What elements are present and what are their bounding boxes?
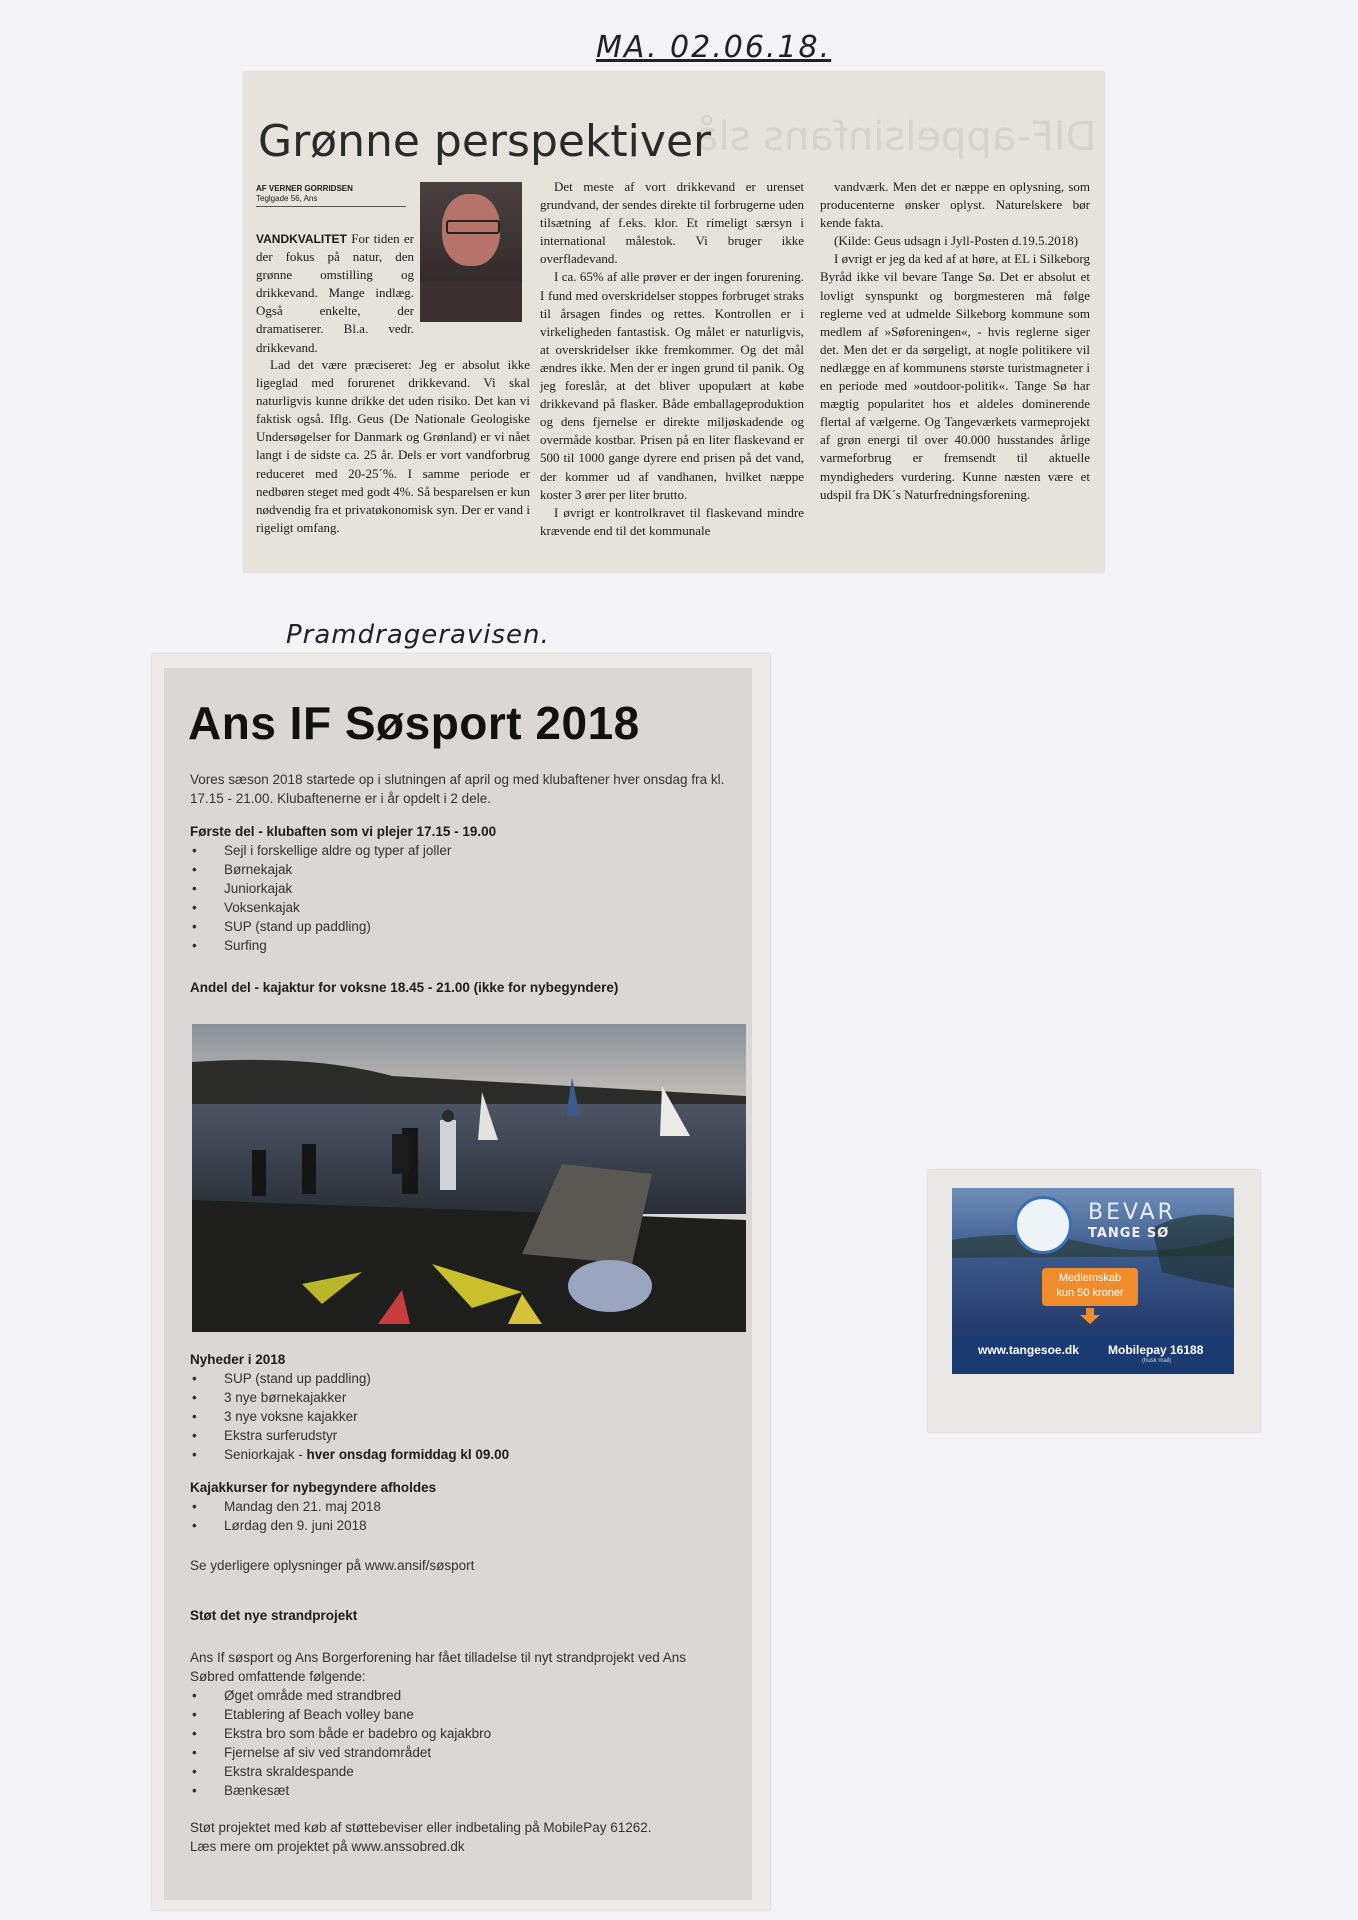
down-arrow-icon xyxy=(1080,1308,1100,1324)
list-item: • Ekstra skraldespande xyxy=(190,1762,750,1781)
byline-rule xyxy=(256,206,406,207)
sticker-subtitle: TANGE SØ xyxy=(1088,1226,1170,1241)
list-item: • SUP (stand up paddling) xyxy=(190,917,750,936)
info-text: Se yderligere oplysninger på www.ansif/søsport xyxy=(190,1558,475,1573)
letter-column-2 xyxy=(540,178,804,540)
sticker-url: www.tangesoe.dk xyxy=(978,1343,1079,1357)
list-item: • Øget område med strandbred xyxy=(190,1686,750,1705)
letter-lead-word: VANDKVALITET xyxy=(256,232,347,246)
part1-heading: Første del - klubaften som vi plejer 17.15 - 19.00 xyxy=(190,824,497,839)
membership-badge xyxy=(1042,1268,1138,1306)
list-item xyxy=(190,1445,750,1464)
support-intro: Ans If søsport og Ans Borgerforening har fået tilladelse til nyt strandprojekt ved Ans Søbred omfattende følgende: xyxy=(190,1650,687,1684)
list-item: • Bænkesæt xyxy=(190,1781,750,1800)
list-item: • Fjernelse af siv ved strandområdet xyxy=(190,1743,750,1762)
club-title: Ans IF Søsport 2018 xyxy=(188,697,640,749)
support-list xyxy=(190,1686,750,1800)
news-item-text: Seniorkajak - xyxy=(224,1447,307,1462)
courses-section xyxy=(190,1480,750,1535)
letter-paragraph: Det meste af vort drikkevand er urenset grundvand, der sendes direkte til forbrugerne uden tilsætning af f.eks. klor. Et rimeligt særsyn i international målestok. Vi bruger ikke overfladevand. xyxy=(540,179,804,267)
list-item: • Børnekajak xyxy=(190,860,750,879)
badge-line-2: kun 50 kroner xyxy=(1056,1287,1124,1299)
badge-line-1: Medlemskab xyxy=(1058,1272,1122,1284)
list-item: • 3 nye voksne kajakker xyxy=(190,1407,750,1426)
club-clipping xyxy=(152,654,770,1910)
list-item: • Surfing xyxy=(190,936,750,955)
sticker-title: BEVAR xyxy=(1088,1200,1176,1225)
lake-photo xyxy=(192,1024,746,1332)
author-portrait xyxy=(420,182,522,322)
courses-heading: Kajakkurser for nybegyndere afholdes xyxy=(190,1480,437,1495)
letter-column-1 xyxy=(256,356,530,537)
letter-column-3 xyxy=(820,178,1090,504)
sticker-card xyxy=(952,1188,1234,1374)
support-section xyxy=(190,1608,750,1625)
letter-paragraph: vandværk. Men det er næppe en oplysning, som producenterne ønsker oplyst. Naturelskere bør kende fakta. xyxy=(820,179,1090,231)
list-item: • Etablering af Beach volley bane xyxy=(190,1705,750,1724)
list-item: • Sejl i forskellige aldre og typer af joller xyxy=(190,841,750,860)
bleed-through-headline: DIF-appelsinfans slå xyxy=(694,114,1097,160)
list-item: • Lørdag den 9. juni 2018 xyxy=(190,1516,750,1535)
list-item: • Voksenkajak xyxy=(190,898,750,917)
list-item: • Juniorkajak xyxy=(190,879,750,898)
source-annotation: Pramdrageravisen. xyxy=(286,620,550,650)
letter-address: Teglgade 56, Ans xyxy=(256,194,318,203)
list-item: • Ekstra surferudstyr xyxy=(190,1426,750,1445)
list-item: • SUP (stand up paddling) xyxy=(190,1369,750,1388)
letter-paragraph: I ca. 65% af alle prøver er der ingen forurening. I fund med overskridelser stoppes forbruget straks til årsagen findes og rettes. Kontrollen er i virkeligheden fantastisk. Og målet er naturligvis, at overskridelser ikke fremkommer. Og det mål ændres ikke. Men der er ingen grund til panik. Og jeg foreslår, at det bliver upopulært at købe drikkevand på flasker. Både emballageproduktion og dens fjernelse er direkte miljøskadende og overmåde kostbar. Prisen på en liter flaskevand er 500 til 1000 gange dyrere end prisen på det vand, der kommer ud af vandhanen, hvilket næppe koster 3 ører per liter brutto. xyxy=(540,269,804,502)
news-item-emphasis: hver onsdag formiddag kl 09.00 xyxy=(306,1447,510,1462)
news-section xyxy=(190,1352,750,1464)
membership-sticker xyxy=(928,1170,1260,1432)
support-heading: Støt det nye strandprojekt xyxy=(190,1608,358,1623)
letter-paragraph: I øvrigt er jeg da ked af at høre, at EL i Silkeborg Byråd ikke vil bevare Tange Sø. Det er absolut et lovligt synspunkt og borgmesteren må følge reglerne ved at udmelde Silkeborg kommune som medlem af »Søforeningen«, - hvis reglerne siger det. Men det er da sørgeligt, at nogle politikere vil nedlægge en af kommunens største turistmagneter i en periode med »outdoor-politik«. Tange Sø har mægtig popularitet hos et aldeles dominerende flertal af vælgerne. Og Tangeværkets varmeprojekt af grøn energi til over 40.000 husstandes årlige varmeforbrug er fremsendt til aktuelle myndigheders vurdering. Kunne næsten være et udspil fra DK´s Naturfredningsforening. xyxy=(820,251,1090,502)
letter-paragraph: I øvrigt er kontrolkravet til flaskevand mindre krævende end til det kommunale xyxy=(540,504,804,538)
closing-line-2: Læs mere om projektet på www.anssobred.dk xyxy=(190,1839,465,1854)
letter-column-1-intro xyxy=(256,230,414,357)
letter-headline: Grønne perspektiver xyxy=(258,116,712,167)
part1-section xyxy=(190,824,750,955)
list-item: • Ekstra bro som både er badebro og kajakbro xyxy=(190,1724,750,1743)
letter-byline: AF VERNER GORRIDSEN xyxy=(256,184,353,193)
list-item: • 3 nye børnekajakker xyxy=(190,1388,750,1407)
club-intro: Vores sæson 2018 startede op i slutningen af april og med klubaftener hver onsdag fra kl. 17.15 - 21.00. Klubaftenerne er i år opdelt i 2 dele. xyxy=(190,772,725,806)
part2-section xyxy=(190,980,750,997)
list-item: • Mandag den 21. maj 2018 xyxy=(190,1497,750,1516)
letter-source: (Kilde: Geus udsagn i Jyll-Posten d.19.5.2018) xyxy=(834,233,1079,249)
letter-paragraph: Lad det være præciseret: Jeg er absolut ikke ligeglad med forurenet drikkevand. Vi skal naturligvis kunne drikke det uden risiko. Det kan vi faktisk også. Iflg. Geus (De Nationale Geologiske Undersøgelser for Danmark og Grønland) er vi nået langt i de sidste ca. 25 år. Dels er vort vandforbrug reduceret med 20-25´%. I samme periode er nedbøren steget med godt 4%. Så besparelsen er kun nødvendig fra et privatøkonomisk syn. Der er vand i rigeligt omfang. xyxy=(256,357,531,535)
news-heading: Nyheder i 2018 xyxy=(190,1352,286,1367)
date-annotation: MA. 02.06.18. xyxy=(596,30,832,65)
letter-clipping xyxy=(244,72,1104,572)
part2-heading: Andel del - kajaktur for voksne 18.45 - 21.00 (ikke for nybegyndere) xyxy=(190,980,619,995)
sticker-mobilepay: Mobilepay 16188 xyxy=(1108,1343,1204,1357)
closing-line-1: Støt projektet med køb af støttebeviser eller indbetaling på MobilePay 61262. xyxy=(190,1820,652,1835)
sticker-mobilepay-note: (husk mail) xyxy=(1142,1358,1172,1364)
swan-logo-icon xyxy=(1014,1196,1072,1254)
letter-intro-text: For tiden er der fokus på natur, den grønne omstilling og drikkevand. Mange indlæg. Også enkelte, der dramatiserer. Bl.a. vedr. drikkevand. xyxy=(256,231,415,355)
